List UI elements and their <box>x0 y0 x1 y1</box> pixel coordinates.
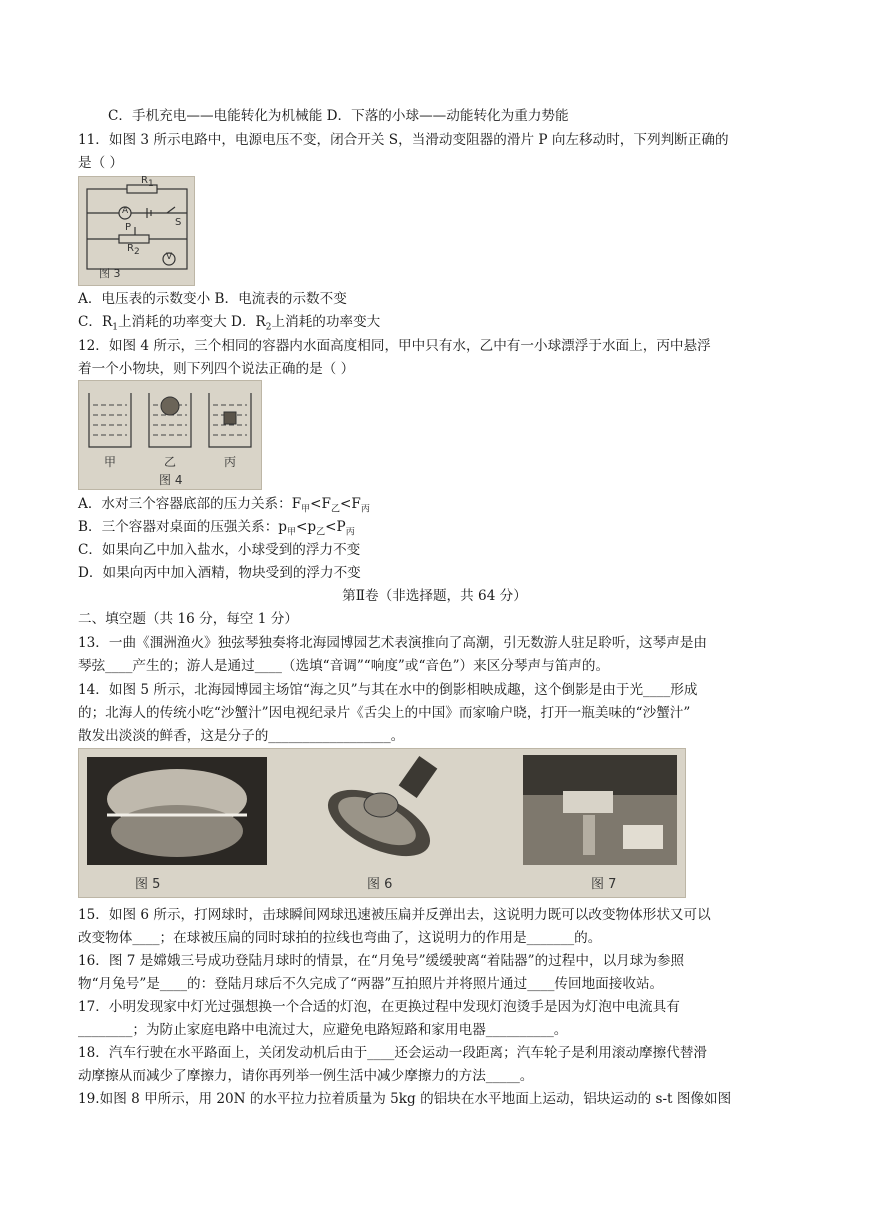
q11-stem-line2: 是（ ） <box>78 155 124 171</box>
fig3-slider-label: P <box>125 222 132 233</box>
q14-line1: 14．如图 5 所示，北海园博园主场馆“海之贝”与其在水中的倒影相映成趣，这个倒影是由于光____形成 <box>78 682 698 698</box>
q12-stem-line1: 12．如图 4 所示，三个相同的容器内水面高度相同，甲中只有水，乙中有一小球漂浮于水面上，丙中悬浮 <box>78 338 711 354</box>
fig7-caption: 图 7 <box>591 877 617 892</box>
q12-option-a: A．水对三个容器底部的压力关系：$F_甲<F_乙<F_丙$ <box>78 496 370 515</box>
part2-heading: 第Ⅱ卷（非选择题，共 64 分） <box>342 588 527 604</box>
fig3-ammeter-label: A <box>122 206 129 216</box>
q15-line2: 改变物体____；在球被压扁的同时球拍的拉线也弯曲了，这说明力的作用是_______的。 <box>78 930 602 946</box>
q13-line1: 13．一曲《涠洲渔火》独弦琴独奏将北海园博园艺术表演推向了高潮，引无数游人驻足聆听，这琴声是由 <box>78 635 708 651</box>
fig5-pavilion-photo <box>87 757 267 865</box>
fig4-caption: 图 4 <box>159 473 183 487</box>
tennis-racket-ball-icon <box>319 753 459 865</box>
figure-4-containers <box>78 380 262 490</box>
circuit-diagram-icon <box>79 177 194 285</box>
fig6-tennis-photo <box>319 753 459 865</box>
q14-line2: 的；北海人的传统小吃“沙蟹汁”因电视纪录片《舌尖上的中国》而家喻户晓，打开一瓶美味的“沙蟹汁” <box>78 705 691 721</box>
fig3-switch-label: S <box>175 217 182 228</box>
q12-option-d: D．如果向丙中加入酒精，物块受到的浮力不变 <box>78 565 361 581</box>
q12-option-c: C．如果向乙中加入盐水，小球受到的浮力不变 <box>78 542 361 558</box>
q12-stem-line2: 着一个小物块，则下列四个说法正确的是（ ） <box>78 361 355 377</box>
q16-line2: 物“月兔号”是____的：登陆月球后不久完成了“两器”互拍照片并将照片通过____传回地面接收站。 <box>78 976 664 992</box>
figure-3-circuit <box>78 176 195 286</box>
q11-stem-line1: 11．如图 3 所示电路中，电源电压不变，闭合开关 S，当滑动变阻器的滑片 P 向左移动时，下列判断正确的 <box>78 132 729 148</box>
figures-5-6-7-photos <box>78 748 686 898</box>
q14-line3: 散发出淡淡的鲜香，这是分子的__________________。 <box>78 728 405 744</box>
q10-options-cd: C．手机充电——电能转化为机械能 D．下落的小球——动能转化为重力势能 <box>108 108 569 124</box>
q11-option-ab: A．电压表的示数变小 B．电流表的示数不变 <box>78 291 347 307</box>
fig3-r1-label: $R_1$ <box>141 175 154 189</box>
q18-line2: 动摩擦从而减少了摩擦力，请你再列举一例生活中减少摩擦力的方法_____。 <box>78 1068 534 1084</box>
fig3-voltmeter-label: V <box>166 252 173 262</box>
q12-option-b: B．三个容器对桌面的压强关系：$p_甲<p_乙<P_丙$ <box>78 519 355 538</box>
moon-rover-icon <box>523 755 677 865</box>
fig7-moon-rover-photo <box>523 755 677 865</box>
q19-line1: 19.如图 8 甲所示，用 20N 的水平拉力拉着质量为 5kg 的铝块在水平地面上运动，铝块运动的 s-t 图像如图 <box>78 1091 732 1107</box>
fig4-container-a-label: 甲 <box>104 455 117 469</box>
pavilion-reflection-icon <box>87 757 267 865</box>
q13-line2: 琴弦____产生的；游人是通过____（选填“音调”“响度”或“音色”）来区分琴声与笛声的。 <box>78 658 610 674</box>
fig3-r2-label: $R_2$ <box>127 243 140 257</box>
fig3-caption: 图 3 <box>99 267 121 280</box>
q15-line1: 15．如图 6 所示，打网球时，击球瞬间网球迅速被压扁并反弹出去，这说明力既可以改变物体形状又可以 <box>78 907 711 923</box>
q11-option-cd: C．$R_1$上消耗的功率变大 D．$R_2$上消耗的功率变大 <box>78 314 381 333</box>
section2-heading: 二、填空题（共 16 分，每空 1 分） <box>78 611 298 627</box>
q17-line2: ________；为防止家庭电路中电流过大，应避免电路短路和家用电器__________。 <box>78 1022 568 1038</box>
fig5-caption: 图 5 <box>135 877 161 892</box>
fig4-container-b-label: 乙 <box>164 455 177 469</box>
fig6-caption: 图 6 <box>367 877 393 892</box>
fig4-container-c-label: 丙 <box>224 455 237 469</box>
q18-line1: 18．汽车行驶在水平路面上，关闭发动机后由于____还会运动一段距离；汽车轮子是利用滚动摩擦代替滑 <box>78 1045 708 1061</box>
q17-line1: 17．小明发现家中灯光过强想换一个合适的灯泡，在更换过程中发现灯泡烫手是因为灯泡中电流具有 <box>78 999 680 1015</box>
q16-line1: 16．图 7 是嫦娥三号成功登陆月球时的情景，在“月兔号”缓缓驶离“着陆器”的过程中，以月球为参照 <box>78 953 685 969</box>
